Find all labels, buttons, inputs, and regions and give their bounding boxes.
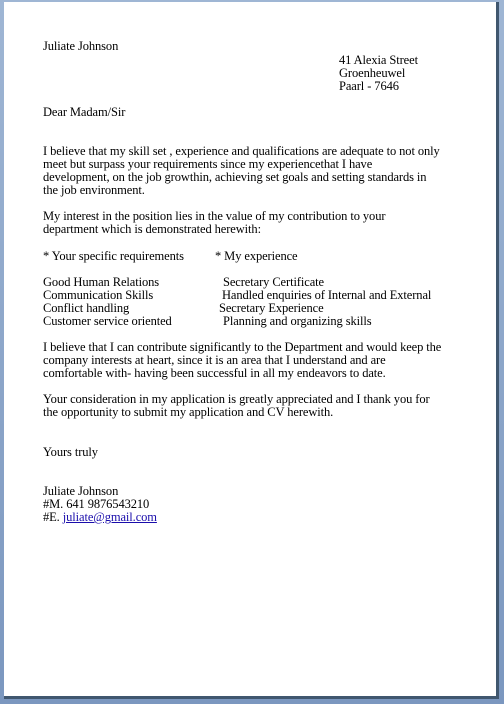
letter-page xyxy=(4,2,499,699)
paragraph1-line: meet but surpass your requirements since my experiencethat I have xyxy=(43,157,373,171)
email-link[interactable]: juliate@gmail.com xyxy=(62,510,157,524)
address-line-2: Groenheuwel xyxy=(339,66,406,80)
requirement-item: Communication Skills xyxy=(43,288,154,302)
email-prefix: #E. xyxy=(43,510,63,524)
requirement-item: Customer service oriented xyxy=(43,314,172,328)
requirement-item: Good Human Relations xyxy=(43,275,160,289)
salutation: Dear Madam/Sir xyxy=(43,105,126,119)
experience-item: Handled enquiries of Internal and External xyxy=(222,288,432,302)
paragraph1-line: the job environment. xyxy=(43,183,145,197)
comparison-header-right: * My experience xyxy=(215,249,298,263)
paragraph3-line: comfortable with- having been successful in all my endeavors to date. xyxy=(43,366,386,380)
paragraph2-line: My interest in the position lies in the value of my contribution to your xyxy=(43,209,386,223)
signature-mobile: #M. 641 9876543210 xyxy=(43,497,150,511)
paragraph4-line: Your consideration in my application is greatly appreciated and I thank you for xyxy=(43,392,430,406)
requirement-item: Conflict handling xyxy=(43,301,130,315)
paragraph4-line: the opportunity to submit my application and CV herewith. xyxy=(43,405,334,419)
paragraph3-line: I believe that I can contribute significantly to the Department and would keep the xyxy=(43,340,442,354)
address-line-1: 41 Alexia Street xyxy=(339,53,418,67)
paragraph1-line: development, on the job growthin, achieving set goals and setting standards in xyxy=(43,170,427,184)
experience-item: Secretary Certificate xyxy=(223,275,324,289)
closing: Yours truly xyxy=(43,445,98,459)
signature-name: Juliate Johnson xyxy=(43,484,119,498)
paragraph2-line: department which is demonstrated herewith: xyxy=(43,222,261,236)
paragraph3-line: company interests at heart, since it is an area that I understand and are xyxy=(43,353,386,367)
address-line-3: Paarl - 7646 xyxy=(339,79,399,93)
sender-name-top: Juliate Johnson xyxy=(43,39,119,53)
experience-item: Planning and organizing skills xyxy=(223,314,372,328)
experience-item: Secretary Experience xyxy=(219,301,324,315)
comparison-header-left: * Your specific requirements xyxy=(43,249,184,263)
paragraph1-line: I believe that my skill set , experience and qualifications are adequate to not only xyxy=(43,144,440,158)
signature-email-line xyxy=(43,511,157,524)
